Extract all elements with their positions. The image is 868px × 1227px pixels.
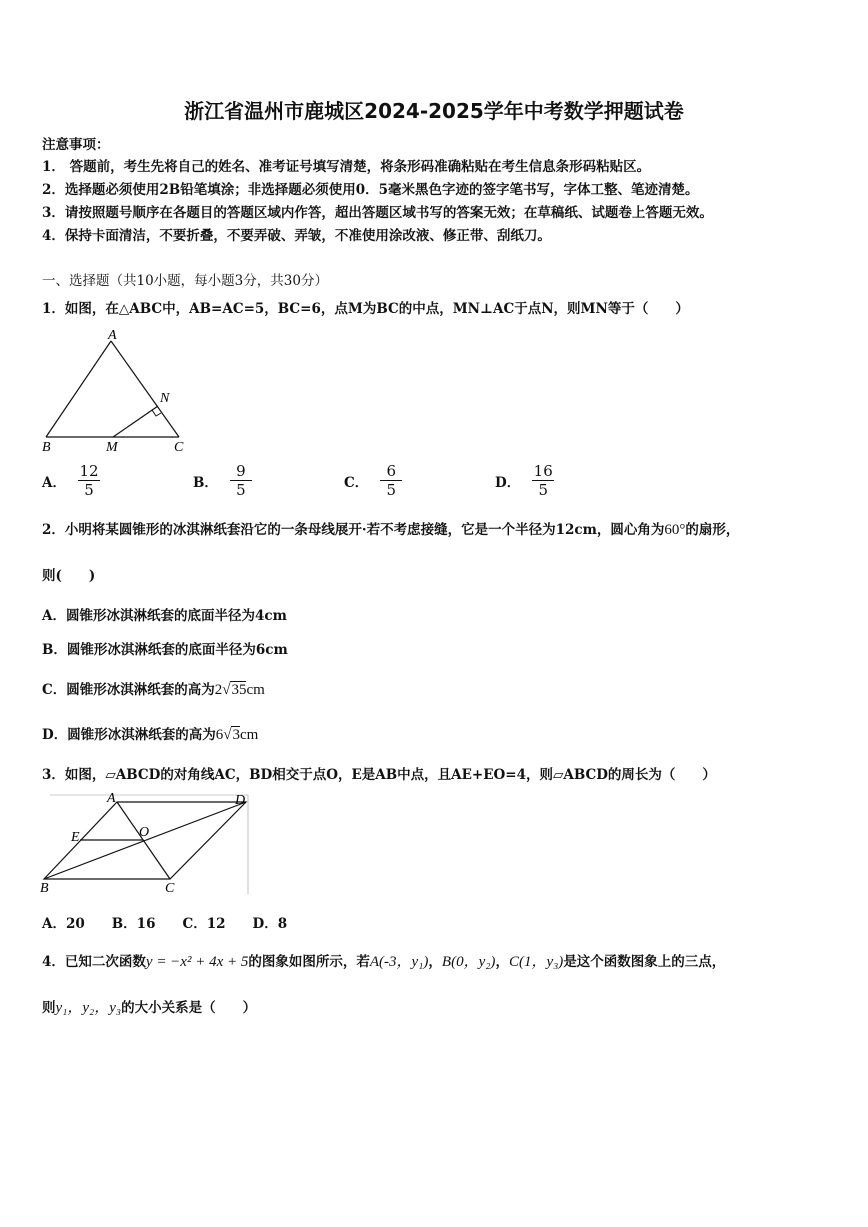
notice-item: 3．请按照题号顺序在各题目的答题区域内作答，超出答题区域书写的答案无效；在草稿纸、试题卷上答题无效。 [42,205,713,221]
q2-option-b: B．圆锥形冰淇淋纸套的底面半径为6cm [42,642,288,658]
notice-heading: 注意事项： [42,137,110,153]
question-4-text: 4．已知二次函数y = −x² + 4x + 5的图象如图所示，若A(-3，y₁)，B(0，y₂)，C(1，y₃)是这个函数图象上的三点， [42,954,726,970]
triangle-figure [38,326,198,456]
label-A: A [108,328,117,343]
label-N: N [160,391,170,406]
section-heading: 一、选择题（共10小题，每小题3分，共30分） [42,273,328,289]
q2-option-c: C．圆锥形冰淇淋纸套的高为2√35cm [42,682,265,698]
label-B: B [42,440,51,455]
label-B: B [40,881,49,896]
q1-option-d: D． $\frac{16}{5}$ [495,462,553,499]
q1-option-c: C． $\frac{6}{5}$ [344,462,402,499]
parallelogram-figure [38,790,253,898]
page-title: 浙江省温州市鹿城区2024-2025学年中考数学押题试卷 [184,99,684,123]
q2-option-d: D．圆锥形冰淇淋纸套的高为6√3cm [42,727,259,743]
label-D: D [235,793,246,808]
label-E: E [71,830,80,845]
label-A: A [107,791,116,806]
label-O: O [139,825,150,840]
label-M: M [106,440,118,455]
q2-option-a: A．圆锥形冰淇淋纸套的底面半径为4cm [42,608,287,624]
q1-option-a: A． $\frac{12}{5}$ [42,462,99,499]
notice-item: 2．选择题必须使用2B铅笔填涂；非选择题必须使用0．5毫米黑色字迹的签字笔书写，字体工整、笔迹清楚。 [42,182,699,198]
q1-option-b: B． $\frac{9}{5}$ [193,462,252,499]
notice-item: 1． 答题前，考生先将自己的姓名、准考证号填写清楚，将条形码准确粘贴在考生信息条形码粘贴区。 [42,159,651,175]
question-2-text-cont: 则( ) [42,568,96,584]
q3-options: A．20 B．16 C．12 D．8 [42,916,288,932]
notice-item: 4．保持卡面清洁，不要折叠，不要弄破、弄皱，不准使用涂改液、修正带、刮纸刀。 [42,228,551,244]
question-1-text: 1．如图，在△ABC中，AB=AC=5，BC=6，点M为BC的中点，MN⊥AC于点N，则MN等于（ ） [42,301,689,317]
question-4-text-cont: 则y₁，y₂，y₃的大小关系是（ ） [42,1000,257,1016]
label-C: C [174,440,184,455]
question-2-text: 2．小明将某圆锥形的冰淇淋纸套沿它的一条母线展开·若不考虑接缝，它是一个半径为12cm，圆心角为60°的扇形， [42,522,740,538]
label-C: C [165,881,175,896]
question-3-text: 3．如图，▱ABCD的对角线AC，BD相交于点O，E是AB中点，且AE+EO=4，则▱ABCD的周长为（ ） [42,767,716,783]
